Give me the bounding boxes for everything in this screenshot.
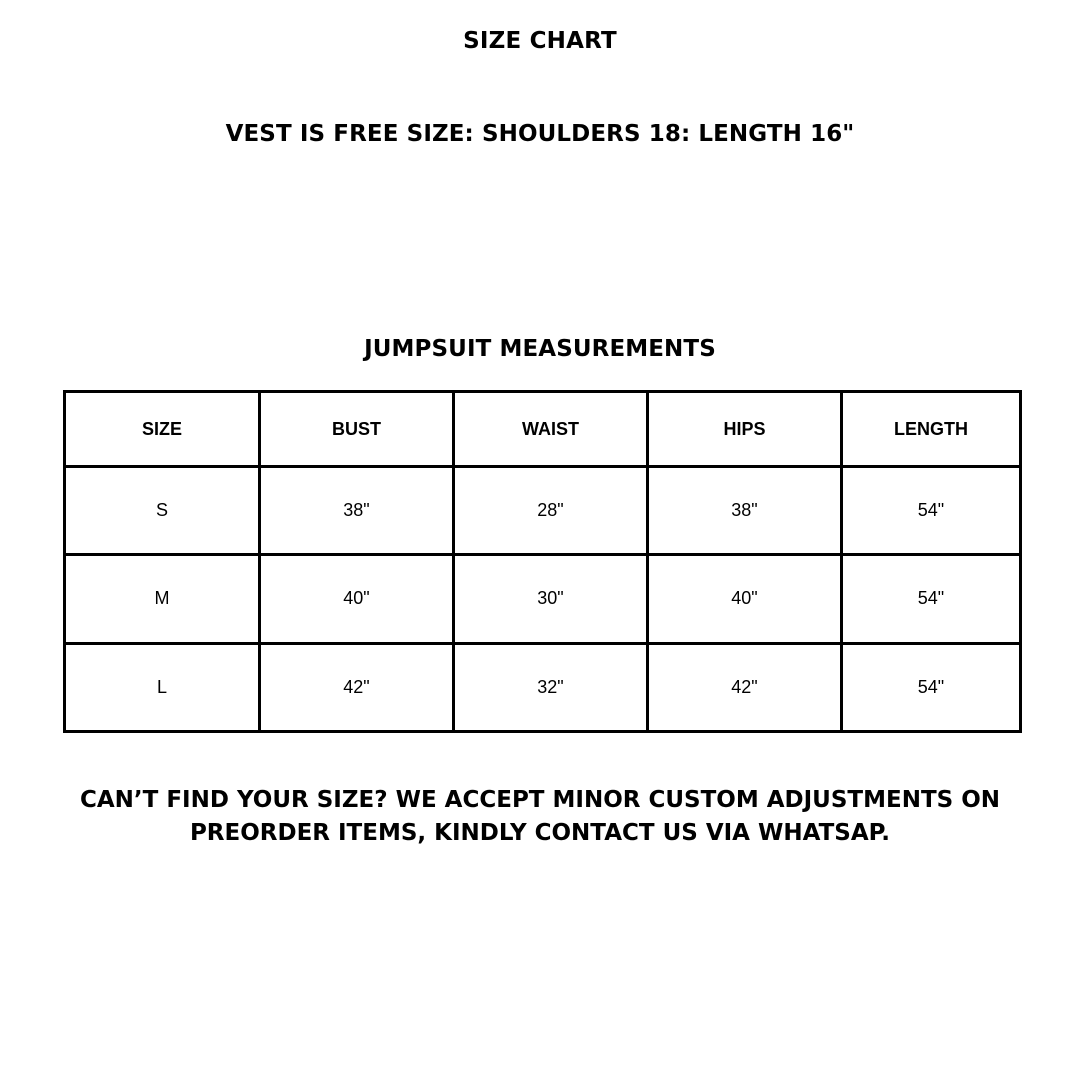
table-header-row [65, 392, 1021, 467]
cell-bust: 42" [260, 643, 454, 731]
header-bust: BUST [260, 392, 454, 467]
cell-waist: 30" [454, 555, 648, 643]
page-title: SIZE CHART [463, 28, 617, 54]
header-length: LENGTH [842, 392, 1021, 467]
cell-length: 54" [842, 555, 1021, 643]
custom-note-line-2: PREORDER ITEMS, KINDLY CONTACT US VIA WHATSAP. [189, 820, 891, 846]
table-row [65, 643, 1021, 731]
cell-hips: 38" [648, 467, 842, 555]
vest-size-note: VEST IS FREE SIZE: SHOULDERS 18: LENGTH 16" [225, 121, 855, 147]
cell-size: M [65, 555, 260, 643]
cell-length: 54" [842, 467, 1021, 555]
cell-waist: 28" [454, 467, 648, 555]
header-size: SIZE [65, 392, 260, 467]
table-row [65, 555, 1021, 643]
cell-size: L [65, 643, 260, 731]
cell-bust: 38" [260, 467, 454, 555]
header-hips: HIPS [648, 392, 842, 467]
size-table-container [63, 390, 1019, 733]
custom-adjustment-note [40, 784, 1040, 850]
table-row [65, 467, 1021, 555]
size-table [63, 390, 1022, 733]
cell-size: S [65, 467, 260, 555]
header-waist: WAIST [454, 392, 648, 467]
cell-waist: 32" [454, 643, 648, 731]
cell-length: 54" [842, 643, 1021, 731]
cell-bust: 40" [260, 555, 454, 643]
custom-note-line-1: CAN’T FIND YOUR SIZE? WE ACCEPT MINOR CUSTOM ADJUSTMENTS ON [79, 787, 1001, 813]
jumpsuit-section-title: JUMPSUIT MEASUREMENTS [364, 336, 716, 362]
cell-hips: 42" [648, 643, 842, 731]
cell-hips: 40" [648, 555, 842, 643]
